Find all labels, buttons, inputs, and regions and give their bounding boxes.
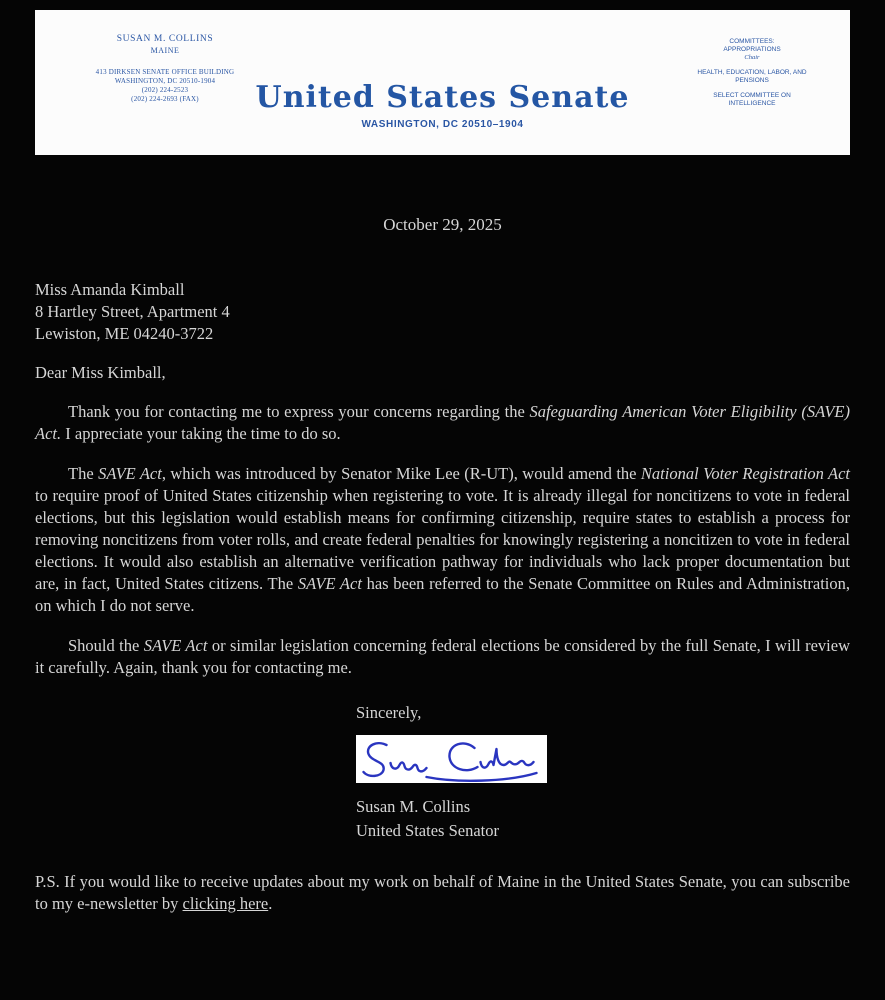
paragraph-text: The bbox=[68, 464, 99, 483]
signer-name: Susan M. Collins bbox=[356, 797, 471, 816]
committee-role: Chair bbox=[744, 54, 760, 61]
paragraph-text: to require proof of United States citizenship when registering to vote. It is already illegal for noncitizens to vote in federal elections, but this legislation would establish means for confirming citizenship, require states to establish a process for removing noncitizens from voter rolls, and create federal penalties for knowingly registering a noncitizen to vote in federal elections. It would also establish an alternative verification pathway for individuals who lack proper documentation but are, in fact, United States citizens. The bbox=[35, 486, 850, 593]
salutation: Dear Miss Kimball, bbox=[35, 363, 166, 382]
letter-body bbox=[0, 215, 885, 915]
paragraph-italic: National Voter Registration Act bbox=[640, 464, 851, 483]
paragraph-3 bbox=[35, 635, 850, 679]
postscript-text: P.S. If you would like to receive updates about my work on behalf of Maine in the United States Senate, you can subscribe to my e-newsletter by bbox=[35, 872, 850, 913]
postscript-text: . bbox=[268, 894, 273, 913]
signature-ink bbox=[356, 735, 547, 783]
committee-item: APPROPRIATIONS bbox=[723, 46, 781, 53]
closing: Sincerely, bbox=[356, 703, 422, 722]
paragraph-italic: SAVE Act bbox=[297, 574, 362, 593]
senate-wordmark: United States Senate bbox=[255, 80, 630, 115]
committee-item: HEALTH, EDUCATION, LABOR, AND PENSIONS bbox=[697, 69, 807, 84]
sender-fax: (202) 224-2693 (FAX) bbox=[131, 95, 199, 103]
signer-title: United States Senator bbox=[356, 821, 499, 840]
paragraph-italic: SAVE Act bbox=[98, 464, 162, 483]
paragraph-text: Thank you for contacting me to express your concerns regarding the bbox=[68, 402, 530, 421]
sender-name: SUSAN M. COLLINS bbox=[116, 34, 214, 44]
paragraph-italic: SAVE Act bbox=[143, 636, 208, 655]
letter-date: October 29, 2025 bbox=[383, 215, 502, 234]
paragraph-text: Should the bbox=[68, 636, 144, 655]
newsletter-link[interactable]: clicking here bbox=[182, 894, 269, 913]
postscript bbox=[35, 871, 850, 915]
committee-item: SELECT COMMITTEE ON INTELLIGENCE bbox=[713, 92, 791, 107]
recipient-name: Miss Amanda Kimball bbox=[35, 280, 185, 299]
senate-address: WASHINGTON, DC 20510–1904 bbox=[361, 119, 524, 130]
committees-heading: COMMITTEES: bbox=[729, 38, 775, 45]
paragraph-text: , which was introduced by Senator Mike Lee (R-UT), would amend the bbox=[161, 464, 641, 483]
paragraph-text: or similar legislation concerning federal elections be considered by the full Senate, I will review it carefully. Again, thank you for contacting me. bbox=[35, 636, 851, 677]
recipient-street: 8 Hartley Street, Apartment 4 bbox=[35, 302, 230, 321]
signature-image bbox=[356, 735, 547, 783]
letterhead bbox=[35, 10, 850, 155]
paragraph-text: has been referred to the Senate Committee on Rules and Administration, on which I do not serve. bbox=[35, 574, 850, 615]
paragraph-italic: Safeguarding American Voter Eligibility (SAVE) Act. bbox=[35, 402, 850, 443]
paragraph-1 bbox=[35, 401, 850, 445]
paragraph-text: I appreciate your taking the time to do so. bbox=[61, 424, 341, 443]
committees-block bbox=[692, 38, 812, 108]
signature-block bbox=[356, 795, 850, 843]
sender-address-line: 413 DIRKSEN SENATE OFFICE BUILDING bbox=[95, 68, 235, 76]
sender-address-line: WASHINGTON, DC 20510-1904 bbox=[114, 77, 216, 85]
paragraph-2 bbox=[35, 463, 850, 617]
recipient-address bbox=[35, 279, 850, 345]
sender-phone: (202) 224-2523 bbox=[141, 86, 189, 94]
recipient-city: Lewiston, ME 04240-3722 bbox=[35, 324, 214, 343]
sender-state: MAINE bbox=[150, 46, 180, 55]
